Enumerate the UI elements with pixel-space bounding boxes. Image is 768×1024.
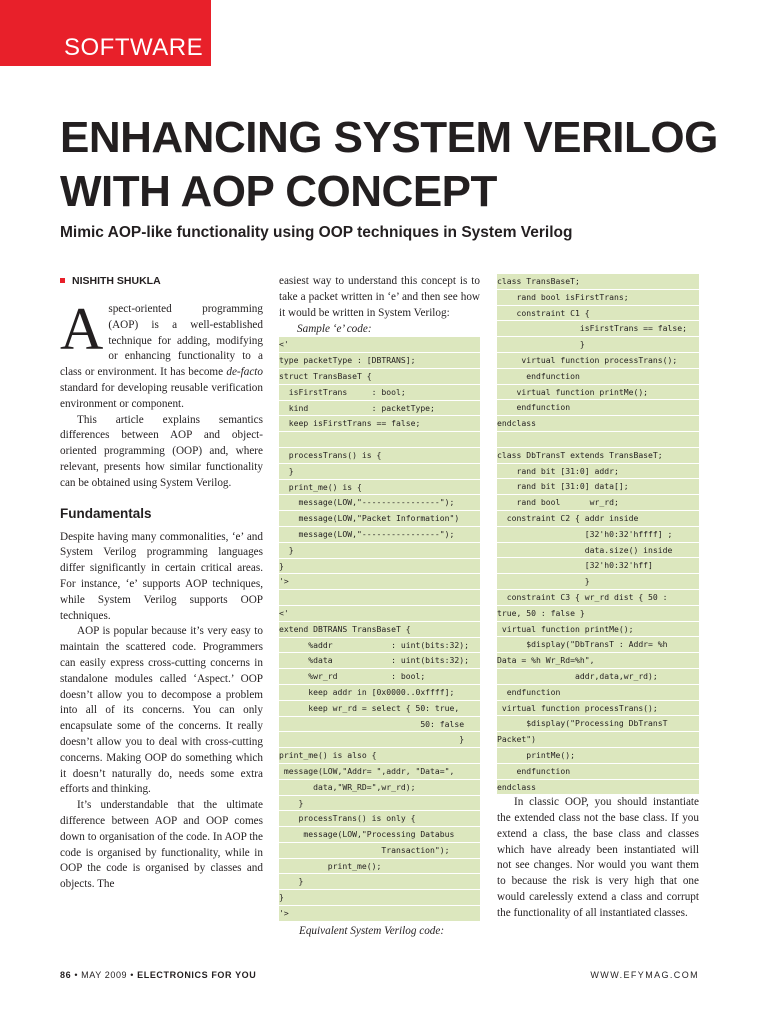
code-line: isFirstTrans == false; [497,321,699,337]
fundamentals-paragraph-2: AOP is popular because it’s very easy to maintain the scattered code. Programmers can easily express cross-cutting concerns in standalone modules called ‘Aspect.’ OOP doesn’t allow you to decompose a problem into all of its concerns. You can only encapsulate some of the concerns. It really doesn’t allow you to deal with cross-cutting concerns. Making OOP do something which it doesn’t naturally do, needs some extra efforts and thinking. [60,625,263,796]
code-line: } [279,543,480,559]
code-line [279,432,480,448]
fundamentals-paragraph-1: Despite having many commonalities, ‘e’ and System Verilog programming languages differ significantly in certain critical areas. For instance, ‘e’ supports AOP techniques, while System Verilog supports OOP techniques. [60,530,263,622]
e-code-caption: Sample ‘e’ code: [297,323,372,336]
code-line: processTrans() is only { [279,811,480,827]
code-line: virtual function printMe(); [497,385,699,401]
code-line: %data : uint(bits:32); [279,653,480,669]
article-subtitle: Mimic AOP-like functionality using OOP techniques in System Verilog [60,224,573,241]
fundamentals-paragraph-3: It’s understandable that the ultimate difference between AOP and OOP comes down to organisation of the code. In AOP the code is organised by functionality, while in OOP the code is organised by classes and objects. The [60,799,263,891]
article-title [60,111,718,219]
code-line: message(LOW,"----------------"); [279,495,480,511]
code-line: class TransBaseT; [497,274,699,290]
website-url: WWW.EFYMAG.COM [590,970,699,980]
column-2 [279,274,480,939]
code-line: rand bool isFirstTrans; [497,290,699,306]
code-line: } [279,464,480,480]
code-line: endclass [497,416,699,432]
code-line: keep addr in [0x0000..0xffff]; [279,685,480,701]
code-line: [32'h0:32'hff] [497,558,699,574]
e-code-block [279,337,480,921]
code-line: extend DBTRANS TransBaseT { [279,622,480,638]
code-line: %addr : uint(bits:32); [279,638,480,654]
section-tab [0,0,211,66]
code-line: message(LOW,"----------------"); [279,527,480,543]
column-3-text: In classic OOP, you should instantiate the extended class not the base class. If you extend a class, the base class and classes which have already been instantiated will not see changes. Nor would you want them to because the risk is very high that one would carelessly extend a class and corrupt the functionality of all instantiated classes. [497,796,699,919]
code-line: Data = %h Wr_Rd=%h", [497,653,699,669]
title-line-2: WITH AOP CONCEPT [60,167,497,216]
code-line: data.size() inside [497,543,699,559]
code-line: print_me() is also { [279,748,480,764]
drop-cap: A [60,296,104,362]
column-1 [60,274,263,893]
code-line: type packetType : [DBTRANS]; [279,353,480,369]
code-line: message(LOW,"Processing Databus [279,827,480,843]
code-line: constraint C2 { addr inside [497,511,699,527]
code-line: print_me(); [279,859,480,875]
code-line: rand bit [31:0] data[]; [497,479,699,495]
bullet-square-icon [60,278,65,283]
code-line: Transaction"); [279,843,480,859]
code-line: true, 50 : false } [497,606,699,622]
code-line: constraint C1 { [497,306,699,322]
code-line: keep wr_rd = select { 50: true, [279,701,480,717]
code-line: virtual function processTrans(); [497,353,699,369]
code-line: %wr_rd : bool; [279,669,480,685]
code-line: } [279,874,480,890]
code-line: Packet") [497,732,699,748]
code-line: endclass [497,780,699,796]
intro-paragraph-1: Aspect-oriented programming (AOP) is a well-established technique for adding, modifying or enhancing functionality to a class or environment. It has become de-facto standard for developing reusable verification environment or component. [60,296,263,410]
code-line: message(LOW,"Packet Information") [279,511,480,527]
code-line: processTrans() is { [279,448,480,464]
page-number: 86 [60,970,72,980]
code-line: $display("DbTransT : Addr= %h [497,637,699,653]
code-line: kind : packetType; [279,401,480,417]
page-footer [60,965,699,985]
code-line: endfunction [497,764,699,780]
code-line: } [279,796,480,812]
footer-left: 86 • MAY 2009 • ELECTRONICS FOR YOU [60,970,257,980]
code-line: constraint C3 { wr_rd dist { 50 : [497,590,699,606]
code-line: <' [279,606,480,622]
code-line: '> [279,906,480,922]
code-line: <' [279,337,480,353]
code-line: '> [279,574,480,590]
code-line [497,432,699,448]
code-line: class DbTransT extends TransBaseT; [497,448,699,464]
code-line: endfunction [497,400,699,416]
code-line: } [497,337,699,353]
section-label: SOFTWARE [64,34,204,61]
code-line: 50: false [279,717,480,733]
byline [60,274,263,288]
column-2-text: easiest way to understand this concept is to take a packet written in ‘e’ and then see how it would be written in System Verilog: [279,275,480,319]
intro-paragraph-2: This article explains semantics differences between AOP and object-oriented programming (OOP) and, where relevant, presents how similar functionality can be obtained using System Verilog. [60,413,263,489]
code-line: printMe(); [497,748,699,764]
code-line: } [279,890,480,906]
code-line: message(LOW,"Addr= ",addr, "Data=", [279,764,480,780]
code-line: struct TransBaseT { [279,369,480,385]
code-line: endfunction [497,369,699,385]
code-line: print_me() is { [279,480,480,496]
code-line: isFirstTrans : bool; [279,385,480,401]
sv-code-caption: Equivalent System Verilog code: [299,924,445,937]
code-line: rand bool wr_rd; [497,495,699,511]
author-name: NISHITH SHUKLA [72,275,161,287]
code-line: rand bit [31:0] addr; [497,464,699,480]
section-heading: Fundamentals [60,505,152,521]
issue-date: MAY 2009 [81,970,128,980]
code-line: keep isFirstTrans == false; [279,416,480,432]
code-line: virtual function processTrans(); [497,701,699,717]
magazine-name: ELECTRONICS FOR YOU [137,970,257,980]
title-line-1: ENHANCING SYSTEM VERILOG [60,113,718,162]
code-line: } [497,574,699,590]
code-line: virtual function printMe(); [497,622,699,638]
sv-code-block [497,274,699,795]
column-3 [497,274,699,922]
code-line: data,"WR_RD=",wr_rd); [279,780,480,796]
code-line: } [279,732,480,748]
code-line: } [279,559,480,575]
code-line: [32'h0:32'hffff] ; [497,527,699,543]
code-line [279,590,480,606]
code-line: endfunction [497,685,699,701]
code-line: $display("Processing DbTransT [497,716,699,732]
code-line: addr,data,wr_rd); [497,669,699,685]
